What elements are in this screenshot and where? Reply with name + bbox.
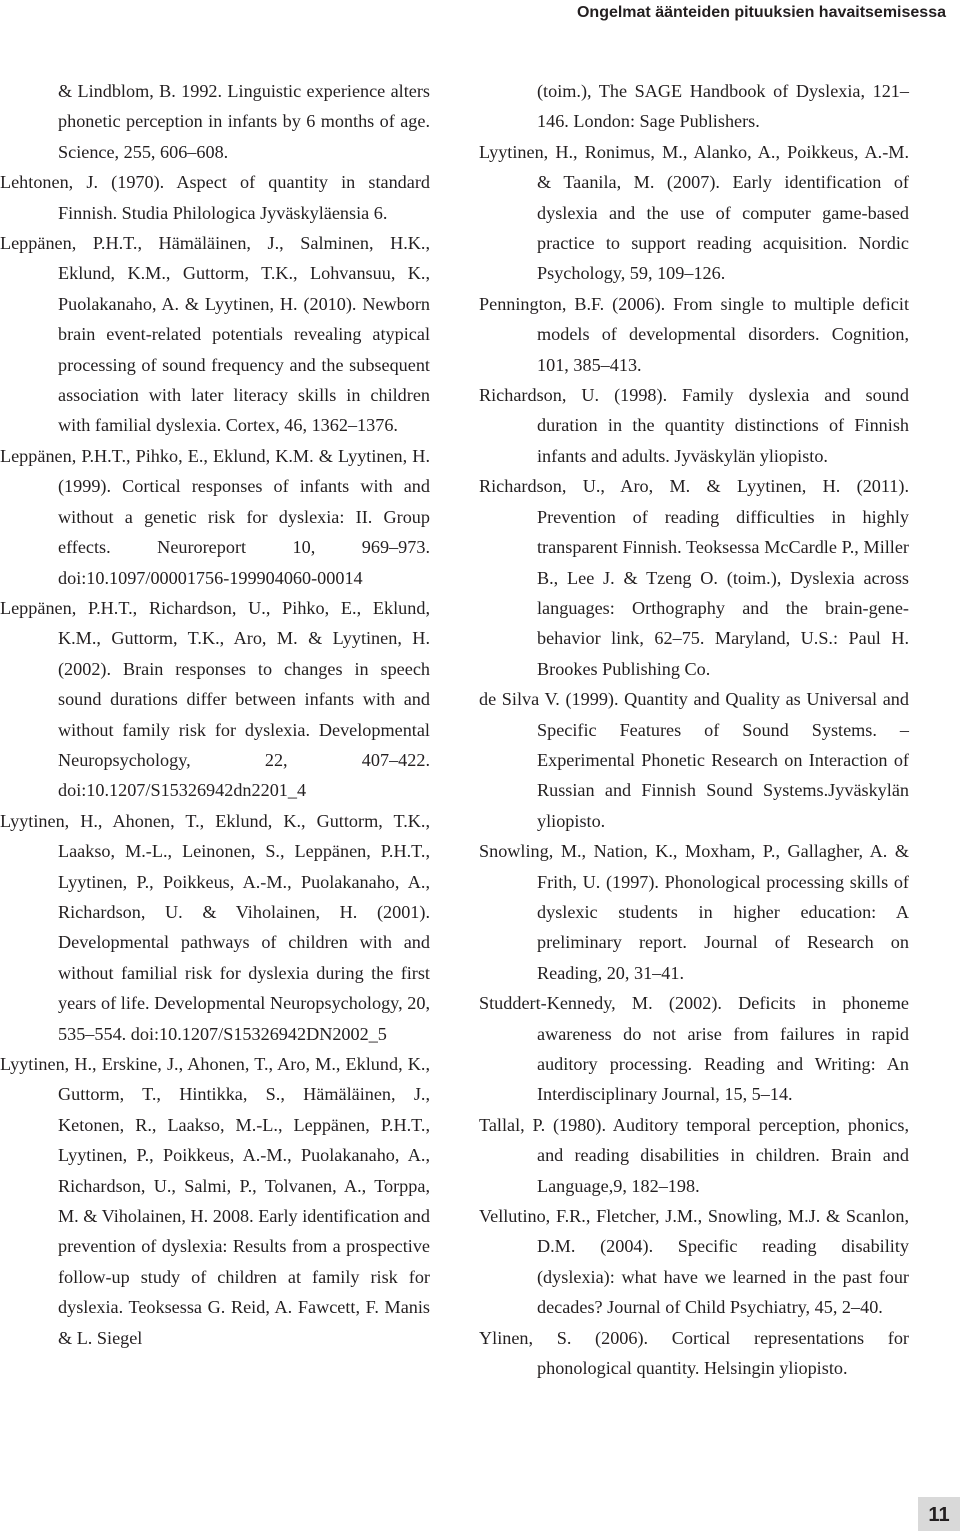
reference-entry: Ylinen, S. (2006). Cortical representations for phonological quantity. Helsingin yliopisto.	[479, 1327, 909, 1379]
reference-entry: & Lindblom, B. 1992. Linguistic experience alters phonetic perception in infants by 6 months of age. Science, 255, 606–608.	[58, 81, 430, 162]
reference-entry: de Silva V. (1999). Quantity and Quality as Universal and Specific Features of Sound Systems. – Experimental Phonetic Research on Interaction of Russian and Finnish Sound Systems.Jyväskylän yliopisto.	[479, 689, 909, 831]
reference-entry: Lyytinen, H., Ronimus, M., Alanko, A., Poikkeus, A.-M. & Taanila, M. (2007). Early identification of dyslexia and the use of computer game-based practice to support reading acquisition. Nordic Psychology, 59, 109–126.	[479, 141, 909, 284]
reference-entry: Vellutino, F.R., Fletcher, J.M., Snowling, M.J. & Scanlon, D.M. (2004). Specific reading disability (dyslexia): what have we learned in the past four decades? Journal of Child Psychiatry, 45, 2–40.	[479, 1206, 909, 1318]
running-head: Ongelmat äänteiden pituuksien havaitsemisessa	[576, 4, 946, 21]
reference-entry: Pennington, B.F. (2006). From single to multiple deficit models of developmental disorders. Cognition, 101, 385–413.	[479, 293, 909, 375]
reference-entry: Lyytinen, H., Ahonen, T., Eklund, K., Guttorm, T.K., Laakso, M.-L., Leinonen, S., Leppänen, P.H.T., Lyytinen, P., Poikkeus, A.-M., Puolakanaho, A., Richardson, U. & Viholainen, H. (2001). Developmental pathways of children with and without familial risk for dyslexia during the first years of life. Developmental Neuropsychology, 20, 535–554. doi:10.1207/S15326942DN2002_5	[0, 810, 430, 1044]
reference-entry: Studdert-Kennedy, M. (2002). Deficits in phoneme awareness do not arise from failures in rapid auditory processing. Reading and Writing: An Interdisciplinary Journal, 15, 5–14.	[479, 993, 909, 1105]
left-reference-column	[0, 76, 430, 1353]
reference-entry: Richardson, U. (1998). Family dyslexia and sound duration in the quantity distinctions of Finnish infants and adults. Jyväskylän yliopisto.	[479, 385, 909, 466]
reference-entry: Lyytinen, H., Erskine, J., Ahonen, T., Aro, M., Eklund, K., Guttorm, T., Hintikka, S., Hämäläinen, J., Ketonen, R., Laakso, M.-L., Leppänen, P.H.T., Lyytinen, P., Poikkeus, A.-M., Puolakanaho, A., Richardson, U., Salmi, P., Tolvanen, A., Torppa, M. & Viholainen, H. 2008. Early identification and prevention of dyslexia: Results from a prospective follow-up study of children at family risk for dyslexia. Teoksessa G. Reid, A. Fawcett, F. Manis & L. Siegel	[0, 1054, 430, 1348]
reference-entry: Richardson, U., Aro, M. & Lyytinen, H. (2011). Prevention of reading difficulties in highly transparent Finnish. Teoksessa McCardle P., Miller B., Lee J. & Tzeng O. (toim.), Dyslexia across languages: Orthography and the brain-gene-behavior link, 62–75. Maryland, U.S.: Paul H. Brookes Publishing Co.	[479, 476, 909, 679]
page-number: 11	[918, 1497, 960, 1531]
reference-entry: Leppänen, P.H.T., Pihko, E., Eklund, K.M. & Lyytinen, H. (1999). Cortical responses of infants with and without a genetic risk for dyslexia: II. Group effects. Neuroreport 10, 969–973. doi:10.1097/00001756-199904060-00014	[0, 445, 430, 588]
reference-entry: Lehtonen, J. (1970). Aspect of quantity in standard Finnish. Studia Philologica Jyväskyläensia 6.	[0, 172, 430, 223]
reference-entry: Leppänen, P.H.T., Hämäläinen, J., Salminen, H.K., Eklund, K.M., Guttorm, T.K., Lohvansuu, K., Puolakanaho, A. & Lyytinen, H. (2010). Newborn brain event-related potentials revealing atypical processing of sound frequency and the subsequent association with later literacy skills in children with familial dyslexia. Cortex, 46, 1362–1376.	[0, 233, 430, 436]
reference-entry: Snowling, M., Nation, K., Moxham, P., Gallagher, A. & Frith, U. (1997). Phonological processing skills of dyslexic students in higher education: A preliminary report. Journal of Research on Reading, 20, 31–41.	[479, 841, 909, 983]
reference-entry: (toim.), The SAGE Handbook of Dyslexia, 121–146. London: Sage Publishers.	[537, 81, 909, 132]
right-reference-column	[479, 76, 909, 1383]
reference-entry: Leppänen, P.H.T., Richardson, U., Pihko, E., Eklund, K.M., Guttorm, T.K., Aro, M. & Lyytinen, H. (2002). Brain responses to changes in speech sound durations differ between infants with and without family risk for dyslexia. Developmental Neuropsychology, 22, 407–422. doi:10.1207/S15326942dn2201_4	[0, 597, 430, 801]
reference-entry: Tallal, P. (1980). Auditory temporal perception, phonics, and reading disabilities in children. Brain and Language,9, 182–198.	[479, 1114, 909, 1196]
